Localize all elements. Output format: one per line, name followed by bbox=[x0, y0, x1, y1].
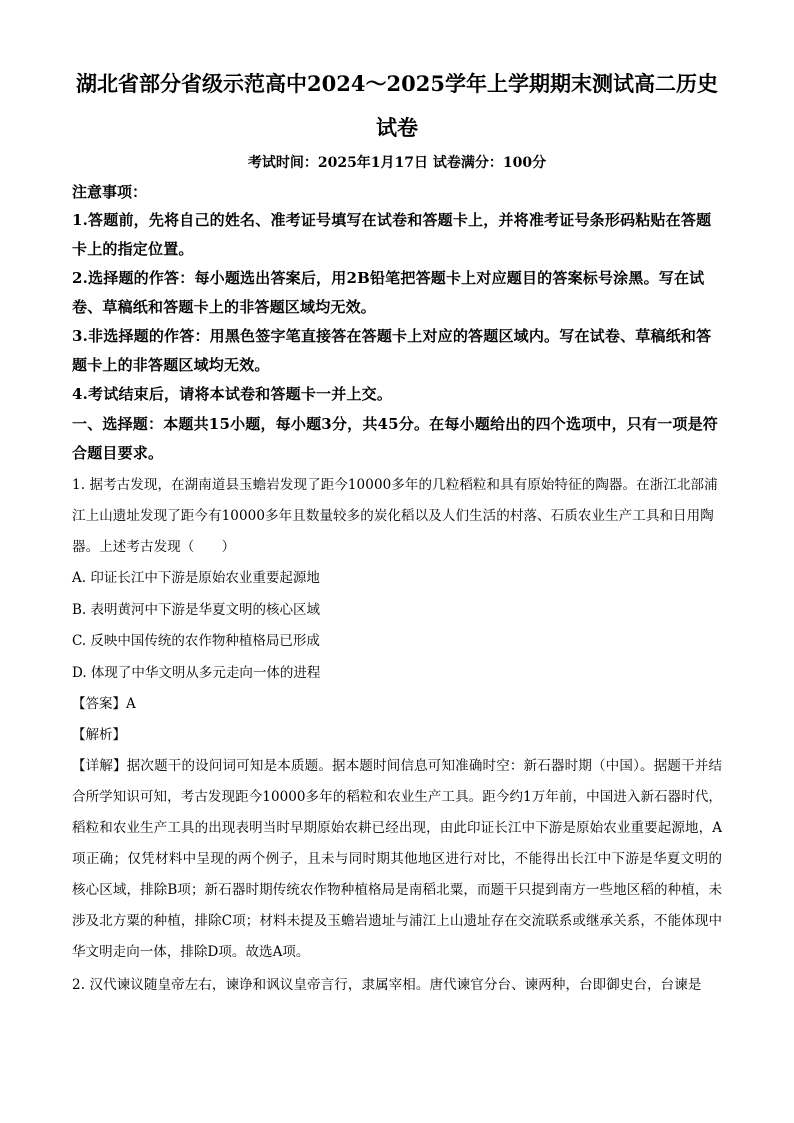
notice-heading: 注意事项： bbox=[72, 183, 148, 201]
notice-4: 4.考试结束后，请将本试卷和答题卡一并上交。 bbox=[72, 385, 393, 403]
notice-1: 1.答题前，先将自己的姓名、准考证号填写在试卷和答题卡上，并将准考证号条形码粘贴在答题卡上的指定位置。 bbox=[72, 211, 712, 258]
section-heading: 一、选择题：本题共15小题，每小题3分，共45分。在每小题给出的四个选项中，只有一项是符合题目要求。 bbox=[72, 415, 718, 462]
exam-meta: 考试时间：2025年1月17日 试卷满分：100分 bbox=[247, 155, 547, 171]
question-1-detail: 【详解】据次题干的设问词可知是本质题。据本题时间信息可知准确时空：新石器时期（中国）。据题干并结合所学知识可知，考古发现距今10000多年的稻粒和农业生产工具。距今约1万年前，中国进入新石器时代，稻粒和农业生产工具的出现表明当时早期原始农耕已经出现，由此印证长江中下游是原始农业重要起源地，A项正确；仅凭材料中呈现的两个例子，且未与同时期其他地区进行对比，不能得出长江中下游是华夏文明的核心区域，排除B项；新石器时期传统农作物种植格局是南稻北粟，而题干只提到南方一些地区稻的种植，未涉及北方粟的种植，排除C项；材料未提及玉蟾岩遗址与浦江上山遗址存在交流联系或继承关系，不能体现中华文明走向一体，排除D项。故选A项。 bbox=[72, 758, 722, 960]
question-1-stem: 1. 据考古发现，在湖南道县玉蟾岩发现了距今10000多年的几粒稻粒和具有原始特征的陶器。在浙江北部浦江上山遗址发现了距今有10000多年且数量较多的炭化稻以及人们生活的村落、石质农业生产工具和日用陶器。上述考古发现（ ） bbox=[72, 477, 718, 555]
document-title bbox=[72, 62, 722, 150]
question-1-option-d: D. 体现了中华文明从多元走向一体的进程 bbox=[72, 664, 321, 681]
notice-2: 2.选择题的作答：每小题选出答案后，用2B铅笔把答题卡上对应题目的答案标号涂黑。写在试卷、草稿纸和答题卡上的非答题区域均无效。 bbox=[72, 269, 705, 316]
question-1-option-b: B. 表明黄河中下游是华夏文明的核心区域 bbox=[72, 601, 321, 618]
title-line-1: 湖北省部分省级示范高中2024～2025学年上学期期末测试高二历史 bbox=[76, 71, 718, 96]
notice-3: 3.非选择题的作答：用黑色签字笔直接答在答题卡上对应的答题区域内。写在试卷、草稿纸和答题卡上的非答题区域均无效。 bbox=[72, 327, 712, 374]
title-line-2: 试卷 bbox=[376, 115, 418, 140]
question-1-option-a: A. 印证长江中下游是原始农业重要起源地 bbox=[72, 570, 320, 586]
document-page bbox=[72, 62, 722, 1001]
question-1-answer: 【答案】A bbox=[72, 696, 136, 712]
question-1-analysis-label: 【解析】 bbox=[72, 727, 126, 743]
question-2-stem: 2. 汉代谏议随皇帝左右，谏诤和讽议皇帝言行，隶属宰相。唐代谏官分台、谏两种，台即御史台，台谏是 bbox=[72, 977, 702, 993]
question-1-option-c: C. 反映中国传统的农作物种植格局已形成 bbox=[72, 633, 320, 649]
